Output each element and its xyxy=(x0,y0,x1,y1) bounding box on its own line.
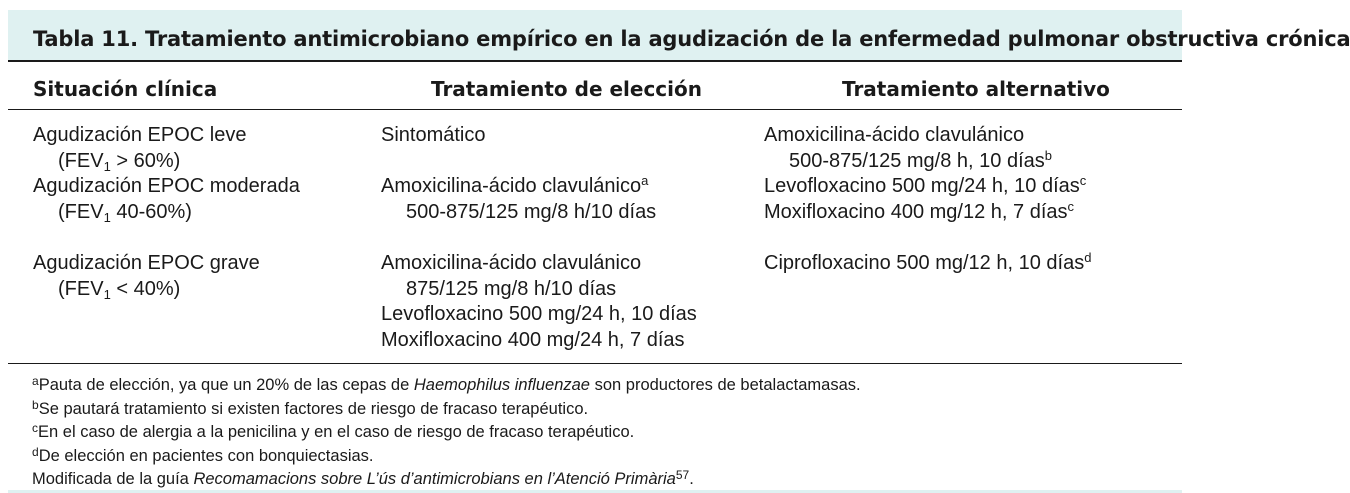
table-title-bar xyxy=(8,10,1350,62)
footnotes xyxy=(32,374,861,492)
row-mild-alternative: Amoxicilina-ácido clavulánico 500-875/125 mg/8 h, 10 días$^b$ xyxy=(764,124,1052,172)
row-moderate-alternative: Levofloxacino 500 mg/24 h, 10 días$^c$ Moxifloxacino 400 mg/12 h, 7 días$^c$ xyxy=(764,173,1087,223)
footnote-a: $^a$Pauta de elección, ya que un 20% de las cepas de Haemophilus influenzae son productores de betalactamasas. xyxy=(32,374,861,394)
footnote-d: $^d$De elección en pacientes con bonquiectasias. xyxy=(32,444,374,465)
header-alternative-treatment: Tratamiento alternativo xyxy=(842,77,1110,101)
source-note: Modificada de la guía Recomamacions sobre L’ús d’antimicrobians en l’Atenció Primària$^{57}$. xyxy=(32,468,694,488)
header-clinical-situation: Situación clínica xyxy=(33,77,218,101)
header-treatment-of-choice: Tratamiento de elección xyxy=(431,77,702,101)
footnote-b: $^b$Se pautará tratamiento si existen factores de riesgo de fracaso terapéutico. xyxy=(32,397,589,418)
row-moderate-situation: Agudización EPOC moderada ($FEV_1$ 40-60%) xyxy=(33,175,300,225)
row-severe-choice: Amoxicilina-ácido clavulánico 875/125 mg/8 h/10 días Levofloxacino 500 mg/24 h, 10 días Moxifloxacino 400 mg/24 h, 7 días xyxy=(381,252,697,351)
row-severe-situation: Agudización EPOC grave $(FEV_1 < 40\%)$ xyxy=(33,252,260,302)
row-mild-choice: Sintomático xyxy=(381,124,486,146)
row-mild-situation: Agudización EPOC leve $(FEV_1 > 60\%)$ xyxy=(33,124,247,174)
table-bottom-divider xyxy=(8,363,1182,364)
header-divider xyxy=(8,109,1182,110)
footnote-c: $^c$En el caso de alergia a la penicilina y en el caso de riesgo de fracaso terapéutico. xyxy=(32,421,635,441)
row-severe-alternative: Ciprofloxacino 500 mg/12 h, 10 días$^d$ xyxy=(764,250,1092,274)
row-moderate-choice: Amoxicilina-ácido clavulánico$^a$ 500-875/125 mg/8 h/10 días xyxy=(381,173,657,223)
table-title: Tabla 11. Tratamiento antimicrobiano empírico en la agudización de la enfermedad pulmonar obstructiva crónica xyxy=(33,27,1350,51)
